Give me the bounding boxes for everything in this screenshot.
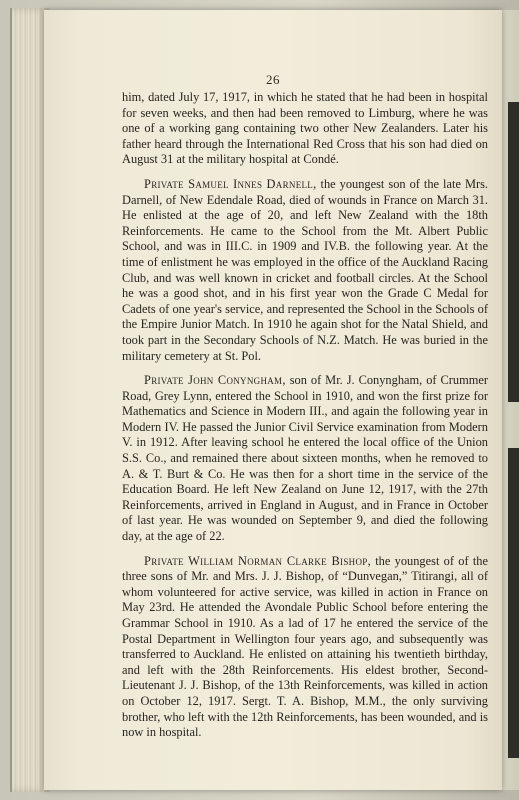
paragraph-body: son of Mr. J. Conyngham, of Crummer Road, Grey Lynn, entered the School in 1910, and won the first prize for Mathematics and Science in Modern III., and again the following year in Modern IV. He passed the Junior Civil Service examination from Modern V. in 1912. After leaving school he entered the local office of the Union S.S. Co., and remained there about sixteen months, when he removed to A. & T. Burt & Co. He was then for a short time in the service of the Education Board. He left New Zealand on June 12, 1917, with the 27th Reinforcements, arrived in England in August, and in France in October of last year. He was wounded on September 9, and died the following day, at the age of 22. — [122, 373, 488, 544]
paragraph-conyngham — [122, 373, 488, 545]
paragraph-bishop — [122, 554, 488, 741]
paragraph-body: the youngest son of the late Mrs. Darnell, of New Edendale Road, died of wounds in France on March 31. He enlisted at the age of 20, and left New Zealand with the 18th Reinforcements. He came to the School from the Mt. Albert Public School, and was in III.C. in 1909 and IV.B. the following year. At the time of enlistment he was employed in the office of the Auckland Racing Club, and was well known in cricket and football circles. At the School he was a good shot, and in his first year won the Grade C Medal for Cadets of one year's service, and represented the School in the Schools of the Empire Junior Match. In 1910 he again shot for the Natal Shield, and took part in the Secondary Schools of N.Z. Match. He was buried in the military cemetery at St. Pol. — [122, 176, 489, 363]
paragraph-continuation — [122, 90, 488, 168]
facing-page-edge — [502, 10, 519, 790]
dark-edge-tab — [508, 102, 519, 402]
soldier-name: Private Samuel Innes Darnell, — [144, 176, 317, 191]
paragraph-body: the youngest of of the three sons of Mr. and Mrs. J. J. Bishop, of “Dunvegan,” Titirangi, all of whom volunteered for active service, was killed in action in France on May 23rd. He attended the Avondale Public School before entering the Grammar School in 1910. As a lad of 17 he entered the service of the Postal Department in Wellington four years ago, and subsequently was transferred to Auckland. He enlisted on attaining his twentieth birthday, and left with the 28th Reinforcements. His eldest brother, Second-Lieutenant J. J. Bishop, of the 13th Reinforcements, was killed in action on October 12, 1917. Sergt. T. A. Bishop, M.M., the only surviving brother, who left with the 12th Reinforcements, has been wounded, and is now in hospital. — [122, 553, 488, 740]
soldier-name: Private John Conyngham, — [144, 373, 286, 388]
soldier-name: Private William Norman Clarke Bishop, — [144, 553, 371, 568]
page-number: 26 — [266, 72, 280, 87]
paragraph-body: him, dated July 17, 1917, in which he stated that he had been in hospital for seven weeks, and then had been removed to Limburg, where he was one of a working gang containing two other New Zealanders. Later his father heard through the International Red Cross that his son had died on August 31 at the military hospital at Condé. — [122, 90, 488, 167]
paragraph-darnell — [122, 177, 488, 364]
page-text — [122, 90, 488, 750]
dark-edge-tab — [508, 448, 519, 758]
